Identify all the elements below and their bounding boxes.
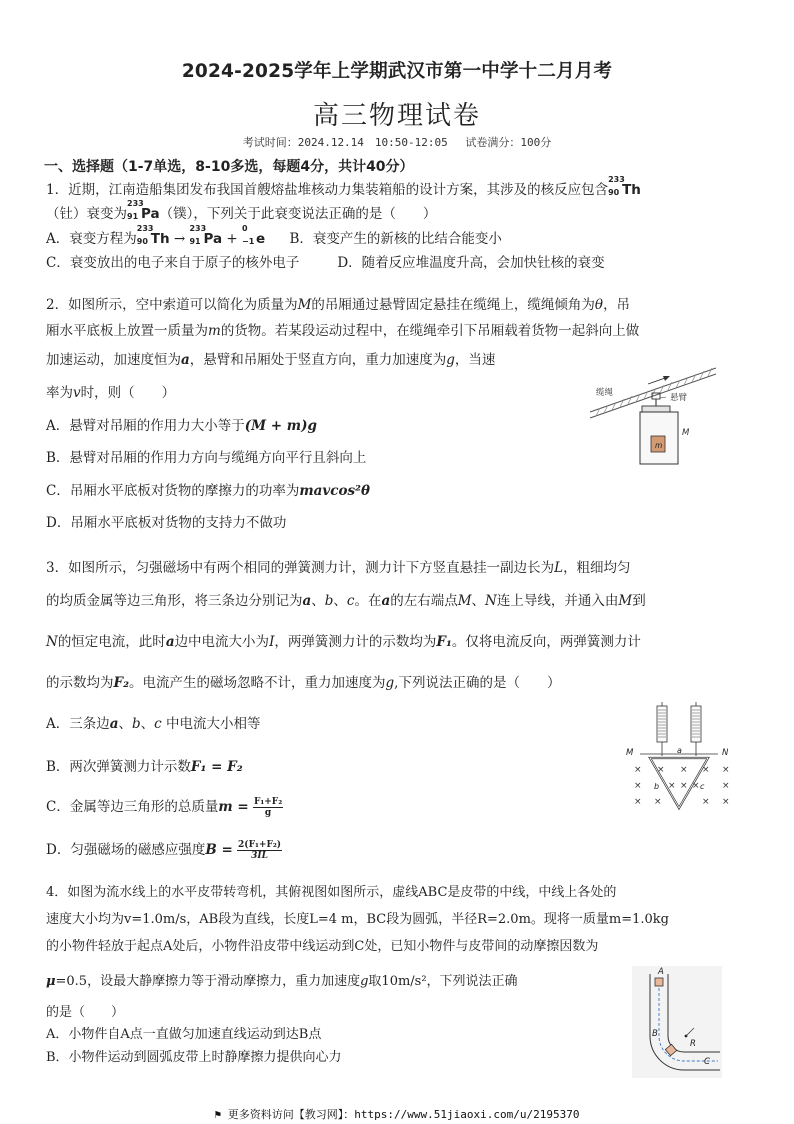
q2-line1: 2．如图所示，空中索道可以简化为质量为M的吊厢通过悬臂固定悬挂在缆绳上，缆绳倾角为θ，吊: [46, 297, 631, 313]
arm-bracket: [642, 406, 670, 412]
nuclide-pa-eq: 233 91 Pa: [189, 224, 223, 247]
q4-belt-figure: [632, 966, 722, 1078]
exam-title: 2024-2025学年上学期武汉市第一中学十二月月考: [181, 61, 613, 82]
q2-option-d: D．吊厢水平底板对货物的支持力不做功: [46, 515, 287, 531]
spring-scale-left: [657, 702, 667, 756]
q3-option-d: D．匀强磁场的磁感应强度B = $\frac{\text{2(F₁+F₂)}}{3IL}$: [46, 840, 282, 861]
q3-triangle-figure: [614, 700, 744, 822]
point-b-label: B: [652, 1029, 658, 1039]
svg-text:×: ×: [657, 765, 665, 775]
edge-c-label: c: [700, 782, 705, 791]
q1-option-c: C．衰变放出的电子来自于原子的核外电子: [46, 255, 300, 271]
q1-option-b: B．衰变产生的新核的比结合能变小: [289, 231, 502, 247]
svg-text:×: ×: [722, 797, 730, 807]
q4-option-b: B．小物件运动到圆弧皮带上时静摩擦力提供向心力: [46, 1050, 342, 1065]
cabin-mass-label: M: [682, 428, 690, 438]
radius-label: R: [690, 1039, 696, 1049]
section-title: 一、选择题（1-7单选，8-10多选，每题4分，共计40分）: [44, 159, 414, 175]
q4-line1: 4．如图为流水线上的水平皮带转弯机，其俯视图如图所示，虚线ABC是皮带的中线，中线上各处的: [46, 885, 617, 900]
nuclide-e: 0 −1 e: [242, 224, 266, 247]
point-c-label: C: [704, 1057, 710, 1067]
q1-option-a-b: A．衰变方程为 233 90 Th → 233 91 Pa + 0 −1 e B．衰变产生的新核的比结合能变小: [46, 224, 502, 247]
flag-icon: ⚑: [214, 1108, 222, 1121]
object-at-a: [655, 978, 663, 986]
q2-line3: 加速运动，加速度恒为a，悬臂和吊厢处于竖直方向，重力加速度为g，当速: [46, 352, 496, 368]
footer-link[interactable]: ⚑ 更多资料访问【教习网】：https://www.51jiaoxi.com/u/2195370: [214, 1108, 580, 1121]
svg-text:×: ×: [634, 781, 642, 791]
q2-line4: 率为v时，则（ ）: [46, 385, 176, 401]
q4-line3: 的小物件轻放于起点A处后，小物件沿皮带中线运动到C处，已知小物件与皮带间的动摩擦因数为: [46, 939, 599, 954]
q2-line2: 厢水平底板上放置一质量为m的货物。若某段运动过程中，在缆绳牵引下吊厢载着货物一起斜向上做: [46, 323, 640, 339]
q3-line2: 的均质金属等边三角形，将三条边分别记为a、b、c。在a的左右端点M、N连上导线，并通入由M到: [46, 593, 646, 609]
q2-option-a: A．悬臂对吊厢的作用力大小等于(M + m)g: [46, 418, 317, 434]
q3-option-b: B．两次弹簧测力计示数F₁ = F₂: [46, 759, 243, 775]
motion-arrow-icon: [648, 376, 670, 384]
q4-option-a: A．小物件自A点一直做匀加速直线运动到达B点: [46, 1027, 322, 1042]
nuclide-th: 233 90 Th: [608, 175, 641, 198]
point-a-label: A: [658, 967, 664, 977]
q3-line4: 的示数均为F₂。电流产生的磁场忽略不计，重力加速度为g,下列说法正确的是（ ）: [46, 675, 561, 691]
q4-line5: 的是（ ）: [46, 1005, 125, 1020]
edge-a-label: a: [677, 746, 682, 755]
svg-text:×: ×: [722, 765, 730, 775]
svg-text:×: ×: [702, 765, 710, 775]
q1-option-d: D．随着反应堆温度升高，会加快钍核的衰变: [337, 255, 605, 271]
svg-text:×: ×: [722, 781, 730, 791]
q2-cable-car-figure: [584, 360, 724, 475]
paper-title: 高三物理试卷: [312, 101, 481, 131]
svg-text:×: ×: [634, 765, 642, 775]
q3-option-c: C．金属等边三角形的总质量m = $\frac{\text{F₁+F₂}}{g}$: [46, 797, 283, 818]
svg-text:×: ×: [692, 781, 700, 791]
q2-option-b: B．悬臂对吊厢的作用力方向与缆绳方向平行且斜向上: [46, 450, 367, 466]
q1-line2: （钍）衰变为 233 91 Pa（镤），下列关于此衰变说法正确的是（ ）: [46, 199, 437, 222]
nuclide-th-eq: 233 90 Th: [136, 224, 170, 247]
q2-option-c: C．吊厢水平底板对货物的摩擦力的功率为mavcos²θ: [46, 483, 370, 499]
nuclide-pa: 233 91 Pa: [127, 199, 160, 222]
svg-text:×: ×: [654, 797, 662, 807]
spring-scale-right: [691, 702, 701, 756]
q1-line1: 1．近期，江南造船集团发布我国首艘熔盐堆核动力集装箱船的设计方案，其涉及的核反应包含 233 90 Th: [46, 175, 641, 198]
arm-label: 悬臂: [670, 393, 688, 403]
magnetic-field-crosses: [634, 765, 730, 807]
svg-text:×: ×: [680, 781, 688, 791]
svg-text:×: ×: [634, 797, 642, 807]
q3-line1: 3．如图所示，匀强磁场中有两个相同的弹簧测力计，测力计下方竖直悬挂一副边长为L，粗细均匀: [46, 560, 631, 576]
terminal-m-label: M: [626, 748, 634, 758]
cargo-mass-label: m: [655, 441, 663, 450]
q4-line2: 速度大小均为v=1.0m/s，AB段为直线，长度L=4 m，BC段为圆弧，半径R=2.0m。现将一质量m=1.0kg: [46, 912, 670, 927]
q4-line4: μ=0.5，设最大静摩擦力等于滑动摩擦力，重力加速度g取10m/s²，下列说法正确: [46, 974, 518, 989]
terminal-n-label: N: [722, 748, 729, 758]
q3-option-a: A．三条边a、b、c 中电流大小相等: [46, 716, 261, 732]
rope-label: 缆绳: [596, 388, 614, 398]
edge-b-label: b: [654, 782, 660, 791]
exam-info: 考试时间：2024.12.14 10:50-12:05 试卷满分：100分: [242, 136, 552, 149]
svg-text:×: ×: [668, 781, 676, 791]
q3-option-c-fraction: $\frac{\text{F₁+F₂}}{g}$: [253, 797, 283, 818]
svg-text:×: ×: [680, 765, 688, 775]
q1-option-c-d: [46, 253, 605, 273]
q3-line3: N的恒定电流，此时a边中电流大小为I，两弹簧测力计的示数均为F₁。仅将电流反向，两弹簧测力计: [46, 634, 641, 650]
q3-option-d-fraction: $\frac{\text{2(F₁+F₂)}}{3IL}$: [238, 840, 282, 861]
svg-text:×: ×: [702, 797, 710, 807]
